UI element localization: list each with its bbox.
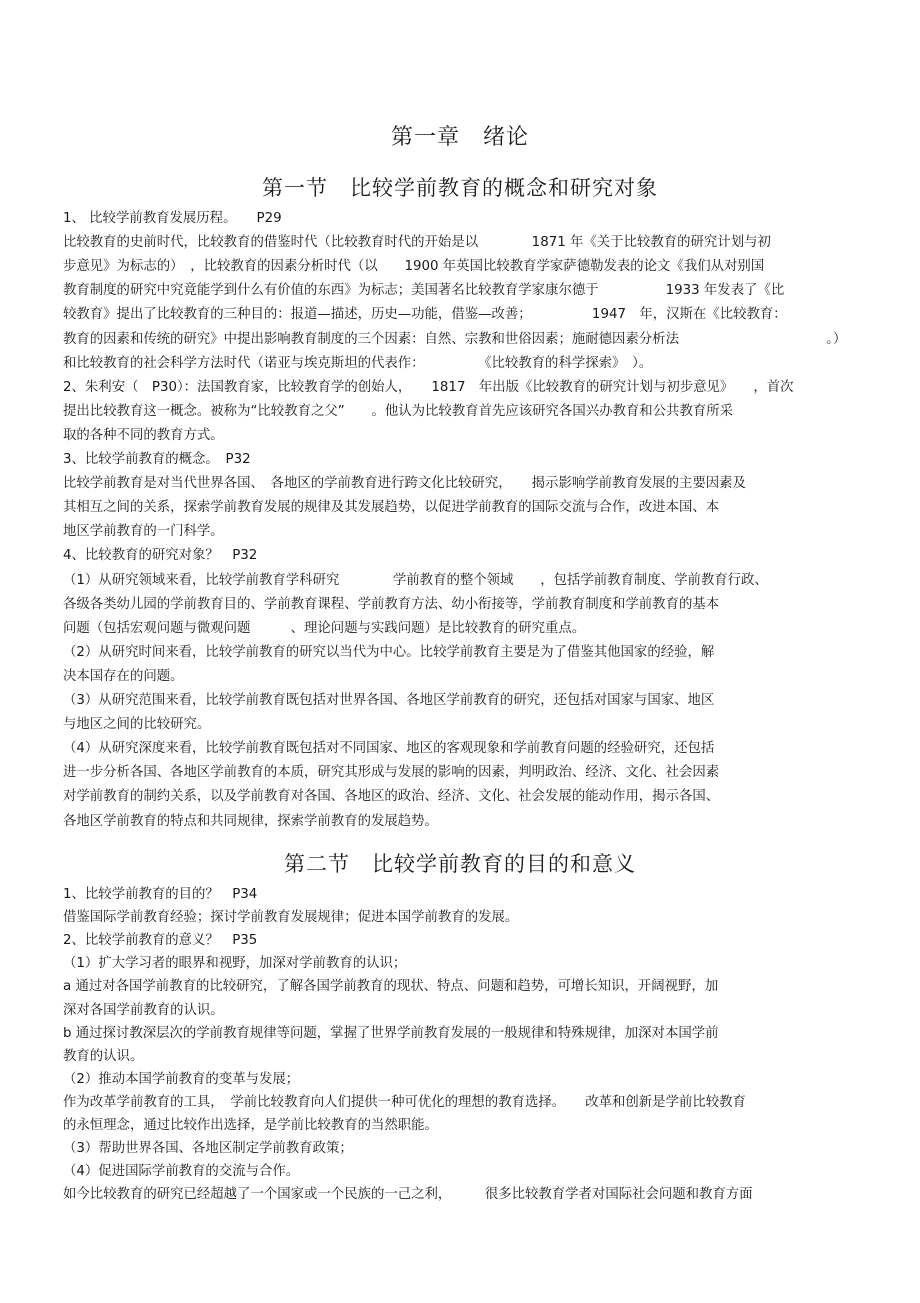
text-line: 和比较教育的社会科学方法时代（诺亚与埃克斯坦的代表作： 《比较教育的科学探索》 ）。: [63, 355, 653, 371]
text-line: 各地区学前教育的特点和共同规律，探索学前教育的发展趋势。: [63, 813, 438, 829]
text-line: 问题（包括宏观问题与微观问题 、理论问题与实践问题）是比较教育的研究重点。: [63, 620, 586, 636]
text-line: 提出比较教育这一概念。被称为“比较教育之父” 。他认为比较教育首先应该研究各国兴办教育和公共教育所采: [63, 403, 734, 419]
text-line: （4）从研究深度来看，比较学前教育既包括对不同国家、地区的客观现象和学前教育问题的经验研究，还包括: [63, 741, 715, 757]
text-line: 教育制度的研究中究竟能学到什么有价值的东西》为标志；美国著名比较教育学家康尔德于 1933 年发表了《比: [63, 283, 785, 299]
text-line: b 通过探讨教深层次的学前教育规律等问题，掌握了世界学前教育发展的一般规律和特殊规律，加深对本国学前: [63, 1025, 719, 1041]
text-line: 比较教育的史前时代，比较教育的借鉴时代（比较教育时代的开始是以 1871 年《关于比较教育的研究计划与初: [63, 235, 771, 251]
text-line: 1、 比较学前教育发展历程。 P29: [63, 211, 282, 226]
text-line: （2）推动本国学前教育的变革与发展；: [63, 1071, 300, 1087]
text-line: 作为改革学前教育的工具， 学前比较教育向人们提供一种可优化的理想的教育选择。 改革和创新是学前比较教育: [63, 1094, 746, 1110]
section-1-title: 第一节 比较学前教育的概念和研究对象: [262, 176, 658, 200]
text-line: a 通过对各国学前教育的比较研究，了解各国学前教育的现状、特点、问题和趋势，可增长知识，开阔视野，加: [63, 979, 719, 995]
text-line: 教育的认识。: [63, 1048, 144, 1064]
text-line: （2）从研究时间来看，比较学前教育的研究以当代为中心。比较学前教育主要是为了借鉴其他国家的经验，解: [63, 644, 715, 660]
text-line: 的永恒理念，通过比较作出选择，是学前比较教育的当然职能。: [63, 1118, 438, 1133]
text-line: 教育的因素和传统的研究》中提出影响教育制度的三个因素：自然、宗教和世俗因素；施耐德因素分析法 。）: [63, 331, 847, 347]
text-line: （3）帮助世界各国、各地区制定学前教育政策；: [63, 1141, 353, 1157]
text-line: 地区学前教育的一门科学。: [63, 524, 224, 540]
text-line: 对学前教育的制约关系，以及学前教育对各国、各地区的政治、经济、文化、社会发展的能动作用，揭示各国、: [63, 789, 720, 805]
text-line: （1）从研究领域来看，比较学前教育学科研究 学前教育的整个领域 ，包括学前教育制度、学前教育行政、: [63, 572, 768, 588]
text-line: 4、比较教育的研究对象？ P32: [63, 548, 258, 564]
text-line: 比较学前教育是对当代世界各国、 各地区的学前教育进行跨文化比较研究， 揭示影响学前教育发展的主要因素及: [63, 476, 746, 492]
text-line: 决本国存在的问题。: [63, 668, 184, 684]
text-line: 较教育》提出了比较教育的三种目的：报道—描述，历史—功能，借鉴—改善； 1947 年，汉斯在《比较教育：: [63, 307, 787, 323]
text-line: 步意见》为标志的） ，比较教育的因素分析时代（以 1900 年英国比较教育学家萨德勒发表的论文《我们从对别国: [63, 259, 765, 275]
text-line: 2、朱利安（ P30）：法国教育家，比较教育学的创始人， 1817 年出版《比较教育的研究计划与初步意见》 ，首次: [63, 379, 794, 395]
text-line: 各级各类幼儿园的学前教育目的、学前教育课程、学前教育方法、幼小衔接等，学前教育制度和学前教育的基本: [63, 596, 720, 612]
section-2-title: 第二节 比较学前教育的目的和意义: [284, 852, 636, 876]
text-line: 深对各国学前教育的认识。: [63, 1002, 224, 1018]
text-line: 其相互之间的关系，探索学前教育发展的规律及其发展趋势，以促进学前教育的国际交流与合作，改进本国、本: [63, 500, 720, 516]
text-line: 取的各种不同的教育方式。: [63, 427, 224, 443]
text-line: 与地区之间的比较研究。: [63, 717, 211, 733]
text-line: （1）扩大学习者的眼界和视野，加深对学前教育的认识；: [63, 956, 407, 972]
text-line: 借鉴国际学前教育经验；探讨学前教育发展规律；促进本国学前教育的发展。: [63, 910, 519, 926]
text-line: 1、比较学前教育的目的？ P34: [63, 887, 258, 902]
text-line: （4）促进国际学前教育的交流与合作。: [63, 1164, 300, 1180]
text-line: 如今比较教育的研究已经超越了一个国家或一个民族的一己之利， 很多比较教育学者对国际社会问题和教育方面: [63, 1187, 753, 1203]
text-line: 进一步分析各国、各地区学前教育的本质，研究其形成与发展的影响的因素，判明政治、经济、文化、社会因素: [63, 765, 720, 781]
text-line: （3）从研究范围来看，比较学前教育既包括对世界各国、各地区学前教育的研究，还包括对国家与国家、地区: [63, 693, 715, 708]
text-line: 2、比较学前教育的意义？ P35: [63, 933, 258, 949]
chapter-title: 第一章 绪论: [390, 125, 529, 150]
text-line: 3、比较学前教育的概念。 P32: [63, 452, 251, 467]
